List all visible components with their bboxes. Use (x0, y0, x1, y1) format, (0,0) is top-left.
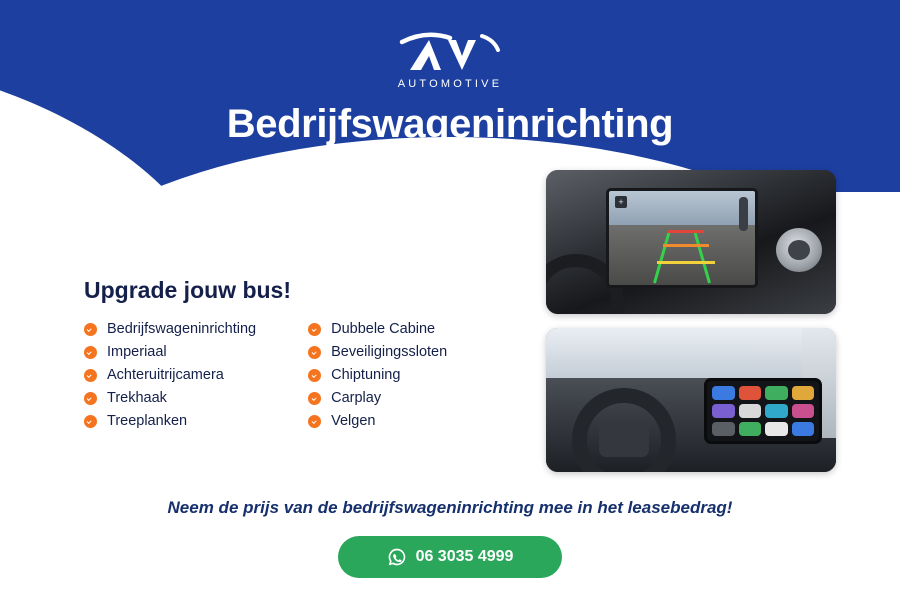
app-icon (765, 422, 788, 436)
app-icon (792, 386, 815, 400)
list-item (308, 413, 447, 429)
check-bullet-icon (308, 392, 321, 405)
check-bullet-icon (84, 323, 97, 336)
list-item-label: Dubbele Cabine (331, 321, 436, 337)
list-item (308, 367, 447, 383)
dashboard-reverse-camera-photo (546, 170, 836, 314)
feature-list-column-1 (84, 321, 256, 429)
list-item (84, 321, 256, 337)
app-icon (712, 404, 735, 418)
upgrade-section (84, 277, 554, 429)
list-item-label: Treeplanken (107, 413, 188, 429)
tagline: Neem de prijs van de bedrijfswageninrichting mee in het leasebedrag! (167, 498, 733, 517)
feature-lists (84, 321, 554, 429)
guide-line-orange (663, 244, 709, 247)
list-item-label: Bedrijfswageninrichting (107, 321, 257, 337)
list-item (84, 344, 256, 360)
app-icon (792, 404, 815, 418)
check-bullet-icon (84, 346, 97, 359)
app-icon (739, 422, 762, 436)
app-icon (712, 422, 735, 436)
app-icon (739, 386, 762, 400)
list-item-label: Imperiaal (107, 344, 167, 360)
app-icon (765, 404, 788, 418)
check-bullet-icon (308, 346, 321, 359)
list-item (308, 344, 447, 360)
steering-wheel-carplay-photo (546, 328, 836, 472)
list-item (84, 413, 256, 429)
camera-ground (609, 225, 755, 285)
whatsapp-call-button[interactable] (338, 536, 562, 578)
logo-subtext: AUTOMOTIVE (397, 78, 503, 90)
guide-line-yellow (657, 261, 715, 264)
upgrade-heading: Upgrade jouw bus! (84, 277, 291, 303)
list-item-label: Velgen (331, 413, 376, 429)
plus-icon: + (615, 196, 627, 208)
windshield-area (546, 328, 836, 380)
infotainment-screen (606, 188, 758, 288)
carplay-screen (704, 378, 822, 444)
check-bullet-icon (84, 415, 97, 428)
app-icon (765, 386, 788, 400)
brand-logo (0, 26, 900, 90)
page-title: Bedrijfswageninrichting (226, 102, 674, 146)
list-item-label: Trekhaak (107, 390, 167, 406)
check-bullet-icon (308, 369, 321, 382)
list-item-label: Carplay (331, 390, 382, 406)
whatsapp-phone-label: 06 3035 4999 (415, 548, 514, 565)
check-bullet-icon (84, 369, 97, 382)
list-item (308, 390, 447, 406)
air-vent-shape (776, 228, 822, 272)
app-icon (792, 422, 815, 436)
whatsapp-icon (387, 547, 407, 567)
screen-slider (739, 197, 748, 231)
av-automotive-logo-icon (396, 26, 504, 76)
app-icon (712, 386, 735, 400)
list-item-label: Beveiligingssloten (331, 344, 448, 360)
list-item (84, 390, 256, 406)
list-item-label: Achteruitrijcamera (107, 367, 224, 383)
check-bullet-icon (308, 415, 321, 428)
list-item (308, 321, 447, 337)
check-bullet-icon (308, 323, 321, 336)
app-icon (739, 404, 762, 418)
camera-sky (609, 191, 755, 225)
list-item (84, 367, 256, 383)
feature-list-column-2 (308, 321, 447, 429)
check-bullet-icon (84, 392, 97, 405)
guide-line-red (668, 230, 704, 233)
list-item-label: Chiptuning (331, 367, 401, 383)
